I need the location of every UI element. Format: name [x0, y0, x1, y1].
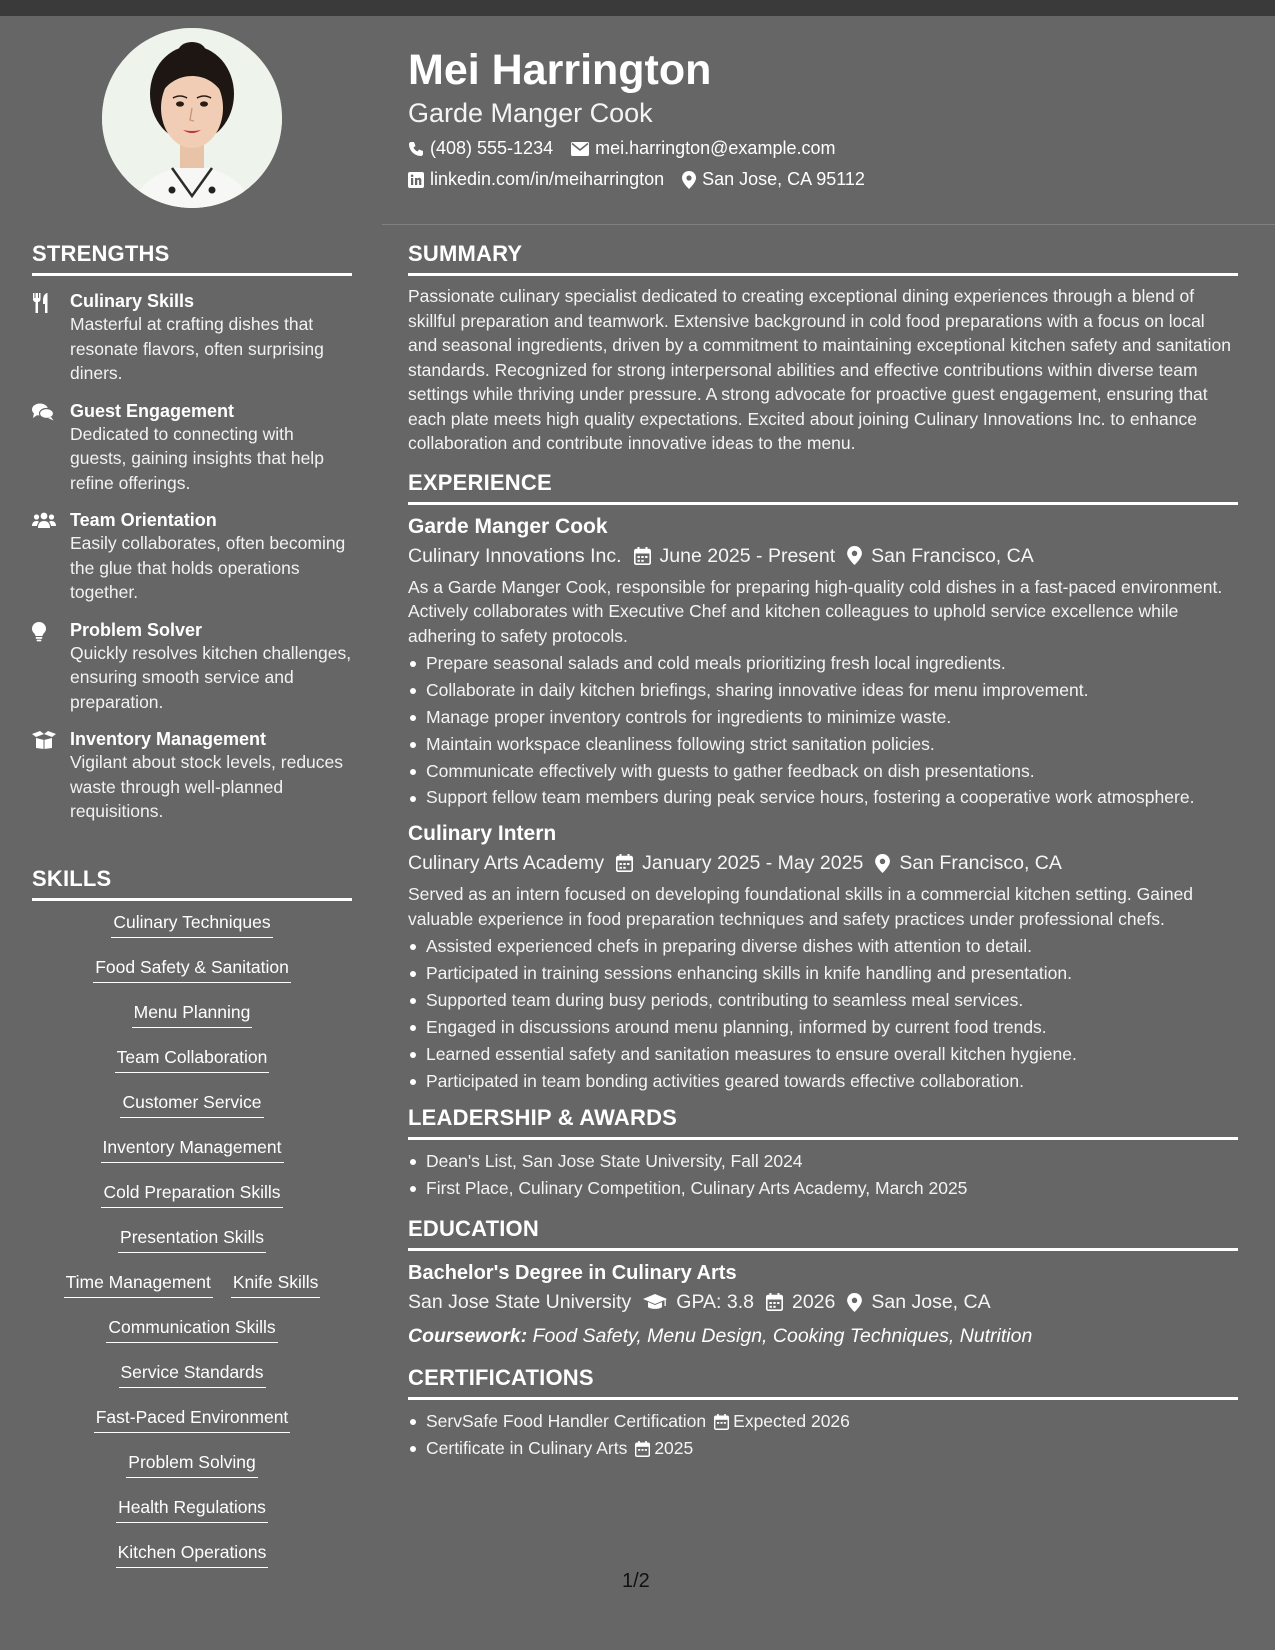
certifications-section: [408, 1365, 1238, 1462]
experience-heading: EXPERIENCE: [408, 470, 1238, 505]
list-item: Communicate effectively with guests to gather feedback on dish presentations.: [408, 758, 1238, 785]
skill-tag: Health Regulations: [116, 1496, 268, 1523]
job-entry: [408, 513, 1238, 811]
skill-tag: Food Safety & Sanitation: [93, 956, 291, 983]
calendar-icon: [766, 1293, 783, 1311]
strength-description: Easily collaborates, often becoming the glue that holds operations together.: [70, 533, 346, 602]
page-number: 1/2: [622, 1570, 650, 1592]
linkedin-contact[interactable]: [408, 169, 664, 190]
strength-item: [32, 290, 352, 386]
job-dates: June 2025 - Present: [659, 544, 836, 567]
job-meta: [408, 848, 1238, 878]
strength-title: Team Orientation: [70, 510, 217, 530]
coursework-line: [408, 1321, 1238, 1351]
location-text: San Jose, CA 95112: [702, 169, 865, 189]
top-bar: [0, 0, 1275, 16]
strength-item: [32, 400, 352, 496]
header-divider: [382, 224, 1275, 225]
job-dates: January 2025 - May 2025: [642, 852, 864, 874]
profile-photo: [102, 28, 282, 208]
strength-title: Inventory Management: [70, 729, 267, 749]
summary-section: [408, 241, 1238, 456]
strength-title: Culinary Skills: [70, 291, 195, 311]
awards-list: [408, 1148, 1238, 1202]
map-marker-icon: [875, 854, 890, 873]
skill-tag: Problem Solving: [126, 1451, 257, 1478]
strengths-heading: STRENGTHS: [32, 241, 352, 276]
list-item: First Place, Culinary Competition, Culinary Arts Academy, March 2025: [408, 1175, 1238, 1202]
main-column: [408, 241, 1238, 1476]
certification-date: 2025: [654, 1438, 694, 1458]
skills-section: [32, 866, 352, 1586]
experience-section: [408, 470, 1238, 1096]
skill-tag: Culinary Techniques: [111, 911, 272, 938]
map-marker-icon: [847, 546, 862, 565]
lightbulb-icon: [32, 622, 46, 642]
location-contact: [682, 169, 865, 190]
awards-heading: LEADERSHIP & AWARDS: [408, 1105, 1238, 1140]
list-item: Collaborate in daily kitchen briefings, sharing innovative ideas for menu improvement.: [408, 677, 1238, 704]
skill-tag: Cold Preparation Skills: [101, 1181, 282, 1208]
calendar-icon: [714, 1414, 729, 1430]
strength-item: [32, 509, 352, 605]
box-open-icon: [32, 731, 56, 749]
skill-tag: Presentation Skills: [118, 1226, 266, 1253]
strength-description: Masterful at crafting dishes that resonate flavors, often surprising diners.: [70, 314, 324, 383]
phone-icon: [408, 141, 424, 157]
job-location: San Francisco, CA: [871, 544, 1034, 567]
strength-description: Vigilant about stock levels, reduces waste through well-planned requisitions.: [70, 752, 344, 821]
skill-tag: Menu Planning: [132, 1001, 253, 1028]
candidate-title: Garde Manger Cook: [408, 98, 653, 128]
coursework-list: Food Safety, Menu Design, Cooking Techniques, Nutrition: [532, 1325, 1033, 1347]
strength-title: Guest Engagement: [70, 400, 235, 421]
certification-name: ServSafe Food Handler Certification: [426, 1411, 707, 1431]
calendar-icon: [616, 854, 633, 872]
strength-title: Problem Solver: [70, 619, 203, 640]
coursework-label: Coursework:: [408, 1325, 528, 1347]
certifications-list: [408, 1408, 1238, 1462]
list-item: [408, 1435, 1238, 1462]
awards-section: [408, 1105, 1238, 1202]
phone-text: (408) 555-1234: [430, 138, 554, 158]
map-marker-icon: [682, 171, 696, 189]
job-title: Culinary Intern: [408, 822, 557, 845]
calendar-icon: [634, 547, 651, 565]
job-meta: [408, 541, 1238, 571]
education-heading: EDUCATION: [408, 1216, 1238, 1251]
certifications-heading: CERTIFICATIONS: [408, 1365, 1238, 1400]
list-item: Manage proper inventory controls for ingredients to minimize waste.: [408, 704, 1238, 731]
strength-description: Dedicated to connecting with guests, gaining insights that help refine offerings.: [70, 423, 324, 493]
skill-tag: Kitchen Operations: [116, 1541, 269, 1568]
certification-date: Expected 2026: [733, 1411, 850, 1431]
graduation-year: 2026: [791, 1291, 836, 1313]
email-contact[interactable]: [571, 138, 835, 159]
gpa-value: GPA: 3.8: [676, 1291, 754, 1313]
graduation-cap-icon: [643, 1294, 667, 1311]
strength-item: [32, 728, 352, 824]
list-item: Dean's List, San Jose State University, Fall 2024: [408, 1148, 1238, 1175]
strength-item: [32, 619, 352, 715]
job-company: Culinary Arts Academy: [408, 852, 605, 874]
skill-tag: Service Standards: [119, 1361, 266, 1388]
contact-row-2: [408, 169, 1238, 190]
skills-list: [32, 911, 352, 1586]
job-bullets: [408, 933, 1238, 1095]
skill-tag: Knife Skills: [231, 1271, 321, 1298]
list-item: Participated in team bonding activities geared towards effective collaboration.: [408, 1068, 1238, 1095]
candidate-name: Mei Harrington: [408, 46, 712, 94]
job-description: Served as an intern focused on developing foundational skills in a commercial kitchen setting. Gained valuable experience in food preparation techniques and safety practices under professional chefs.: [408, 884, 1194, 929]
job-location: San Francisco, CA: [899, 852, 1062, 874]
degree-title: Bachelor's Degree in Culinary Arts: [408, 1262, 737, 1284]
skill-tag: Customer Service: [120, 1091, 263, 1118]
education-meta: [408, 1287, 1238, 1317]
skill-tag: Fast-Paced Environment: [94, 1406, 291, 1433]
list-item: Prepare seasonal salads and cold meals prioritizing fresh local ingredients.: [408, 650, 1238, 677]
resume-header: [408, 44, 1238, 190]
list-item: Support fellow team members during peak service hours, fostering a cooperative work atmosphere.: [408, 785, 1238, 810]
summary-text: Passionate culinary specialist dedicated to creating exceptional dining experiences through a blend of skillful preparation and teamwork. Extensive background in cold food preparations with a focus on local and seasonal ingredients, driven by a commitment to maintaining exceptional kitchen safety and sanitation standards. Recognized for strong interpersonal abilities and effective contributions within diverse team settings while thriving under pressure. A strong advocate for proactive guest engagement, ensuring that each plate meets high quality expectations. Excited about joining Culinary Innovations Inc. to enhance collaboration and contribute innovative ideas to the menu.: [408, 286, 1231, 453]
strength-description: Quickly resolves kitchen challenges, ensuring smooth service and preparation.: [70, 642, 352, 712]
job-title: Garde Manger Cook: [408, 514, 608, 538]
list-item: Supported team during busy periods, contributing to seamless meal services.: [408, 987, 1238, 1014]
school-name: San Jose State University: [408, 1291, 632, 1313]
skill-tag: Inventory Management: [101, 1136, 284, 1163]
map-marker-icon: [847, 1293, 862, 1312]
linkedin-icon: [408, 172, 424, 188]
list-item: Participated in training sessions enhancing skills in knife handling and presentation.: [408, 960, 1238, 987]
certification-name: Certificate in Culinary Arts: [426, 1438, 628, 1458]
list-item: Maintain workspace cleanliness following strict sanitation policies.: [408, 731, 1238, 758]
utensils-icon: [32, 293, 50, 313]
contact-row-1: [408, 138, 1238, 159]
skill-tag: Time Management: [64, 1271, 213, 1298]
job-description: As a Garde Manger Cook, responsible for preparing high-quality cold dishes in a fast-paced environment. Actively collaborates with Executive Chef and kitchen colleagues to uphold service excellence while adhering to safety protocols.: [408, 576, 1223, 646]
email-text: mei.harrington@example.com: [595, 138, 836, 158]
education-section: [408, 1216, 1238, 1351]
skill-tag: Team Collaboration: [115, 1046, 270, 1073]
strengths-section: [32, 241, 352, 824]
job-bullets: [408, 650, 1238, 810]
calendar-icon: [635, 1441, 650, 1457]
school-location: San Jose, CA: [871, 1291, 991, 1313]
linkedin-text: linkedin.com/in/meiharrington: [430, 169, 665, 189]
skills-heading: SKILLS: [32, 866, 352, 901]
list-item: Engaged in discussions around menu planning, informed by current food trends.: [408, 1014, 1238, 1041]
skill-tag: Communication Skills: [106, 1316, 277, 1343]
job-entry: [408, 820, 1238, 1095]
list-item: Assisted experienced chefs in preparing diverse dishes with attention to detail.: [408, 933, 1238, 960]
phone-contact[interactable]: [408, 138, 553, 159]
summary-heading: SUMMARY: [408, 241, 1238, 276]
list-item: [408, 1408, 1238, 1435]
envelope-icon: [571, 142, 589, 156]
users-icon: [32, 512, 56, 528]
job-company: Culinary Innovations Inc.: [408, 544, 622, 567]
comments-icon: [32, 403, 54, 421]
list-item: Learned essential safety and sanitation measures to ensure overall kitchen hygiene.: [408, 1041, 1238, 1068]
